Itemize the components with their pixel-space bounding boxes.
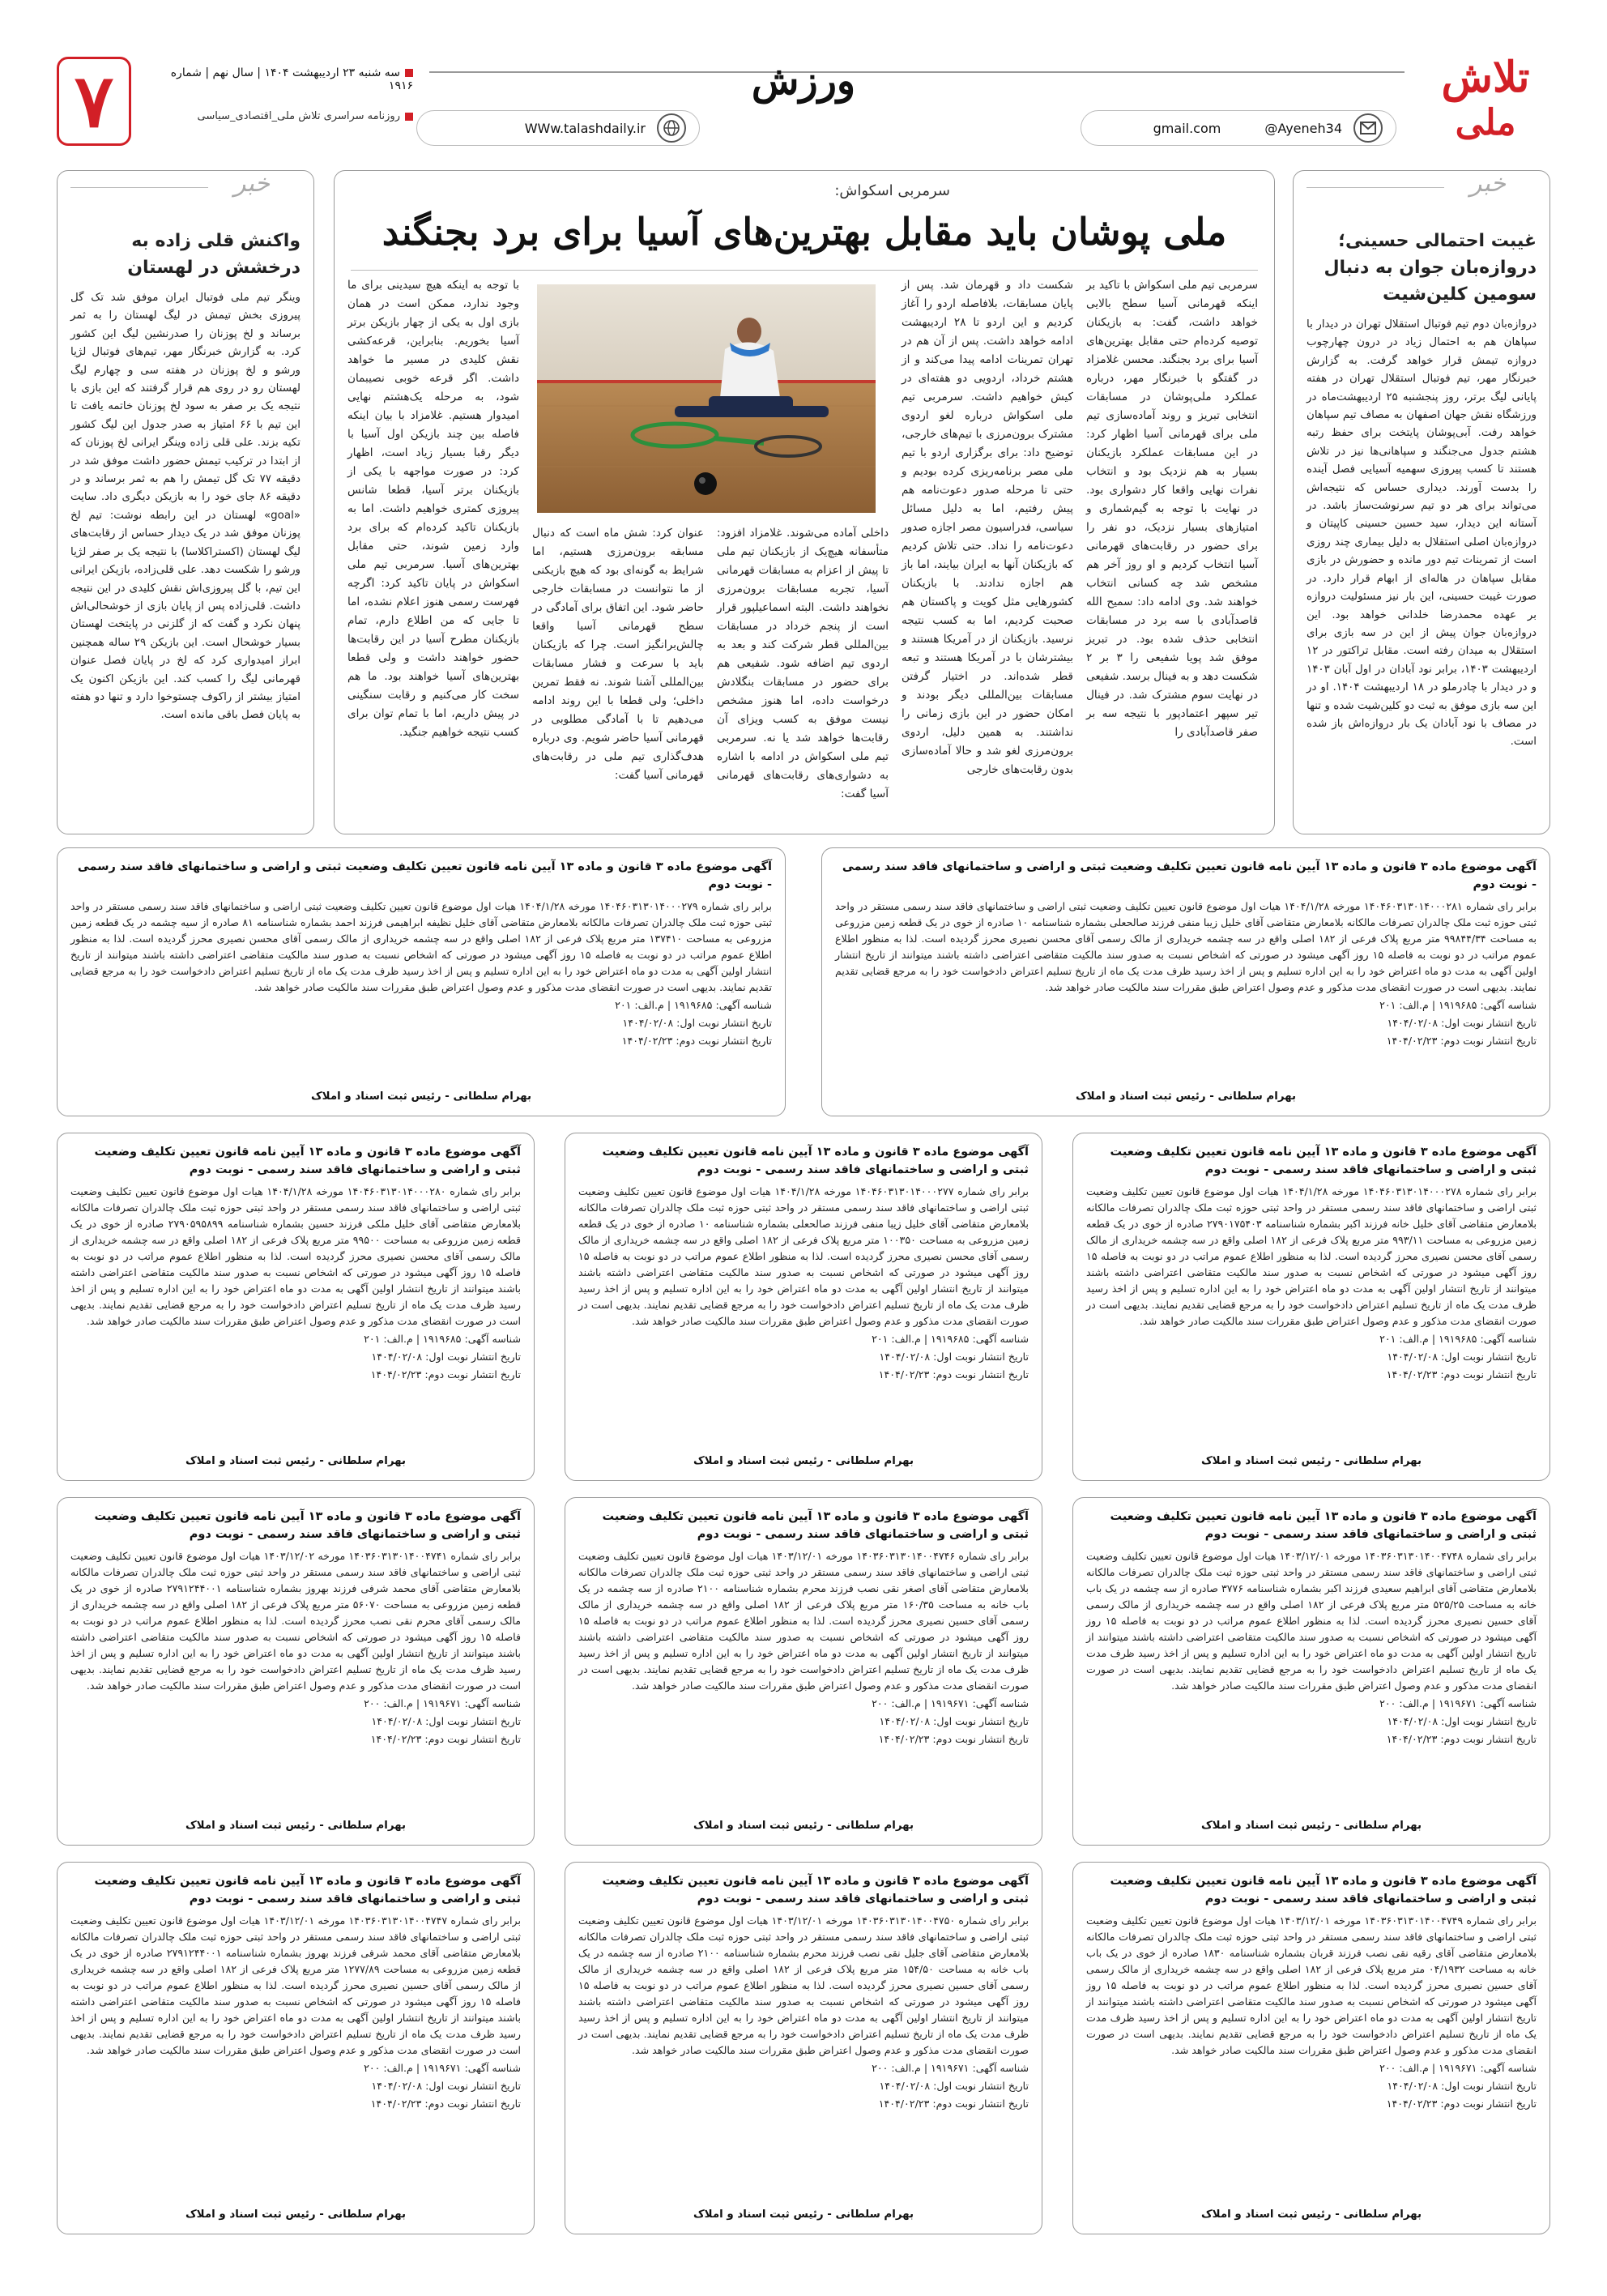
notice-signer: بهرام سلطانی - رئیس ثبت اسناد و املاک [693,1820,914,1832]
notice-body: برابر رای شماره ۱۴۰۴۶۰۳۱۳۰۱۴۰۰۰۲۷۷ مورخه ۱۴۰۴/۱/۲۸ هیات اول موضوع قانون تعیین تکلیف وضعیت ثبتی اراضی و ساختمانهای فاقد سند رسمی مستقر در واحد ثبتی حوزه ثبت ملک چالدران تصرفات مالکانه بلامعارض متقاضی آقای خلیل زیبا منفی فرزند صالحعلی بشماره شناسنامه ۱۰ صادره از خوی در یک قطعه زمین مزروعی به مساحت ۱۰۰۳۵۰ متر مربع پلاک فرعی از ۱۸۲ اصلی واقع در سه چشمه خریداری از مالک رسمی آقای محسن نصیری محرز گردیده است. لذا به منظور اطلاع عموم مراتب در دو نوبت به فاصله ۱۵ روز آگهی میشود در صورتی که اشخاص نسبت به صدور سند مالکیت متقاضی اعتراضی داشته باشند میتوانند از تاریخ انتشار اولین آگهی به مدت دو ماه اعتراض خود را به این اداره تسلیم و پس از اخذ رسید ظرف مدت یک ماه از تاریخ تسلیم اعتراض دادخواست خود را به مرجع قضایی تقدیم نمایند. بدیهی است در صورت انقضای مدت مذکور و عدم وصول اعتراض طبق مقررات سند مالکیت صادر خواهد شد. [578,1185,1029,1327]
left-news-box [57,170,314,834]
legal-notice [1072,1497,1550,1846]
notice-date-1: تاریخ انتشار نوبت اول: ۱۴۰۴/۰۲/۰۸ [371,2080,521,2092]
notice-date-1: تاریخ انتشار نوبت اول: ۱۴۰۴/۰۲/۰۸ [371,1351,521,1363]
left-news-title: واکنش قلی زاده به درخشش در لهستان [127,231,301,278]
notice-date-2: تاریخ انتشار نوبت دوم: ۱۴۰۴/۰۲/۲۳ [1386,1733,1537,1745]
notice-signer: بهرام سلطانی - رئیس ثبت اسناد و املاک [693,1455,914,1467]
legal-notice [565,1133,1042,1481]
dateline: سه شنبه ۲۳ اردیبهشت ۱۴۰۴ | سال نهم | شماره ۱۹۱۶ [170,66,413,92]
notice-date-1: تاریخ انتشار نوبت اول: ۱۴۰۴/۰۲/۰۸ [1387,2080,1537,2092]
notice-title: آگهی موضوع ماده ۳ قانون و ماده ۱۳ آیین نامه قانون تعیین تکلیف وضعیت ثبتی و اراضی و ساختمانهای فاقد سند رسمی - نوبت دوم [94,1146,521,1176]
notice-title: آگهی موضوع ماده ۳ قانون و ماده ۱۳ آیین نامه قانون تعیین تکلیف وضعیت ثبتی و اراضی و ساختمانهای فاقد سند رسمی - نوبت دوم [1110,1875,1537,1906]
notice-date-1: تاریخ انتشار نوبت اول: ۱۴۰۴/۰۲/۰۸ [879,1351,1029,1363]
notice-body: برابر رای شماره ۱۴۰۳۶۰۳۱۳۰۱۴۰۰۴۷۴۸ مورخه ۱۴۰۳/۱۲/۰۱ هیات اول موضوع قانون تعیین تکلیف وضعیت ثبتی اراضی و ساختمانهای فاقد سند رسمی مستقر در واحد ثبتی حوزه ثبت ملک چالدران تصرفات مالکانه بلامعارض متقاضی آقای ابراهیم سعیدی فرزند اکبر بشماره شناسنامه ۳۷۷۶ صادره از سه چشمه در یک باب خانه به مساحت ۵۲۵/۲۵ متر مربع پلاک فرعی از ۱۸۲ اصلی واقع در سه چشمه خریداری از مالک رسمی آقای حسین نصیری محرز گردیده است. لذا به منظور اطلاع عموم مراتب در دو نوبت به فاصله ۱۵ روز آگهی میشود در صورتی که اشخاص نسبت به صدور سند مالکیت متقاضی اعتراضی داشته باشند میتوانند از تاریخ انتشار اولین آگهی به مدت دو ماه اعتراض خود را به این اداره تسلیم و پس از اخذ رسید ظرف مدت یک ماه از تاریخ تسلیم اعتراض دادخواست خود را به مرجع قضایی تقدیم نمایند. بدیهی است در صورت انقضای مدت مذکور و عدم وصول اعتراض طبق مقررات سند مالکیت صادر خواهد شد. [1086,1550,1537,1692]
notice-signer: بهرام سلطانی - رئیس ثبت اسناد و املاک [693,2209,914,2221]
notice-ref: شناسه آگهی: ۱۹۱۹۶۸۵ | م.الف: ۲۰۱ [615,999,772,1011]
notice-date-2: تاریخ انتشار نوبت دوم: ۱۴۰۴/۰۲/۲۳ [370,1733,521,1745]
legal-notice [1072,1133,1550,1481]
notice-ref: شناسه آگهی: ۱۹۱۹۶۷۱ | م.الف: ۲۰۰ [872,1697,1029,1709]
issue-meta [146,66,413,122]
notice-ref: شناسه آگهی: ۱۹۱۹۶۸۵ | م.الف: ۲۰۱ [872,1333,1029,1345]
notice-title: آگهی موضوع ماده ۳ قانون و ماده ۱۳ آیین نامه قانون تعیین تکلیف وضعیت ثبتی و اراضی و ساختمانهای فاقد سند رسمی - نوبت دوم [602,1875,1029,1906]
legal-notice [821,847,1550,1116]
website-contact[interactable] [416,110,700,146]
subline: روزنامه سراسری تلاش ملی_اقتصادی_سیاسی [197,110,400,122]
notice-date-2: تاریخ انتشار نوبت دوم: ۱۴۰۴/۰۲/۲۳ [878,1368,1029,1381]
notice-date-2: تاریخ انتشار نوبت دوم: ۱۴۰۴/۰۲/۲۳ [370,1368,521,1381]
notice-signer: بهرام سلطانی - رئیس ثبت اسناد و املاک [185,1820,407,1832]
legal-notice [57,1133,535,1481]
legal-notice [57,1862,535,2234]
notice-date-2: تاریخ انتشار نوبت دوم: ۱۴۰۴/۰۲/۲۳ [370,2098,521,2110]
legal-notice [57,847,786,1116]
email-user: Ayeneh34@ [1264,120,1342,136]
page-number: ۷ [74,58,114,144]
notice-body: برابر رای شماره ۱۴۰۳۶۰۳۱۳۰۱۴۰۰۴۷۴۱ مورخه ۱۴۰۳/۱۲/۰۲ هیات اول موضوع قانون تعیین تکلیف وضعیت ثبتی اراضی و ساختمانهای فاقد سند رسمی مستقر در واحد ثبتی حوزه ثبت ملک چالدران تصرفات مالکانه بلامعارض متقاضی آقای محمد شرفی فرزند بهروز بشماره شناسنامه ۲۷۹۱۲۴۴۰۰۱ صادره از خوی در یک قطعه زمین مزروعی به مساحت ۵۶۰۷۰ متر مربع پلاک فرعی از ۱۸۲ اصلی واقع در سه چشمه خریداری از مالک رسمی آقای محرم نقی نصب محرز گردیده است. لذا به منظور اطلاع عموم مراتب در دو نوبت به فاصله ۱۵ روز آگهی میشود در صورتی که اشخاص نسبت به صدور سند مالکیت متقاضی اعتراضی داشته باشند میتوانند از تاریخ انتشار اولین آگهی به مدت دو ماه اعتراض خود را به این اداره تسلیم و پس از اخذ رسید ظرف مدت یک ماه از تاریخ تسلیم اعتراض دادخواست خود را به مرجع قضایی تقدیم نمایند. بدیهی است در صورت انقضای مدت مذکور و عدم وصول اعتراض طبق مقررات سند مالکیت صادر خواهد شد. [70,1550,521,1692]
newspaper-logo[interactable] [1421,55,1550,152]
section-title: ورزش [751,58,856,104]
notice-title: آگهی موضوع ماده ۳ قانون و ماده ۱۳ آیین نامه قانون تعیین تکلیف وضعیت ثبتی و اراضی و ساختمانهای فاقد سند رسمی - نوبت دوم [1110,1146,1537,1176]
notice-date-2: تاریخ انتشار نوبت دوم: ۱۴۰۴/۰۲/۲۳ [1386,1368,1537,1381]
notice-signer: بهرام سلطانی - رئیس ثبت اسناد و املاک [1200,1455,1422,1467]
notice-signer: بهرام سلطانی - رئیس ثبت اسناد و املاک [185,1455,407,1467]
right-news-body: دروازه‌بان دوم تیم فوتبال استقلال تهران در دیدار با سپاهان هم به احتمال زیاد در درون چهارچوب دروازه تیمش قرار خواهد گرفت. به گزارش خبرنگار مهر، تیم فوتبال استقلال تهران در هفته پایانی لیگ برتر، روز پنجشنبه ۲۵ اردیبهشت‌ماه در ورزشگاه نقش جهان اصفهان به مصاف تیم سپاهان خواهد رفت. آبی‌پوشان پایتخت برای حفظ رتبه هشتم جدول می‌جنگند و سپاهانی‌ها نیز در تلاش هستند تا کسب پیروزی سهمیه آسیایی فصل آینده را بدست آورند. دیداری حساس که نتیجه‌اش می‌تواند برای هر دو تیم سرنوشت‌ساز باشد. در آستانه این دیدار، سید حسین حسینی کاپیتان و دروازه‌بان اصلی استقلال به دلیل بیماری چند روزی است از تمرینات تیم دور مانده و حضورش در بازی مقابل سپاهان در هاله‌ای از ابهام قرار دارد. در صورت غیبت حسینی، این بار نیز مسئولیت دروازه بر عهده محمدرضا خلدانی خواهد بود. این دروازه‌بان جوان پیش از این در سه بازی برای استقلال به میدان رفته است. مقابل تراکتور در ۱۲ اردیبهشت ۱۴۰۳، برابر نود آبادان در اول آبان ۱۴۰۳ و در دیدار با چادرملو در ۱۸ اردیبهشت ۱۴۰۴. او در این سه بازی موفق به ثبت دو کلین‌شیت شده و تنها در مصاف با نود آبادان یک بار دروازه‌اش باز شده است. [1306,318,1537,749]
notice-title: آگهی موضوع ماده ۳ قانون و ماده ۱۳ آیین نامه قانون تعیین تکلیف وضعیت ثبتی و اراضی و ساختمانهای فاقد سند رسمی - نوبت دوم [602,1146,1029,1176]
notice-ref: شناسه آگهی: ۱۹۱۹۶۷۱ | م.الف: ۲۰۰ [364,1697,521,1709]
notice-body: برابر رای شماره ۱۴۰۳۶۰۳۱۳۰۱۴۰۰۴۷۴۹ مورخه ۱۴۰۳/۱۲/۰۱ هیات اول موضوع قانون تعیین تکلیف وضعیت ثبتی اراضی و ساختمانهای فاقد سند رسمی مستقر در واحد ثبتی حوزه ثبت ملک چالدران تصرفات مالکانه بلامعارض متقاضی آقای رقیه نقی نصب فرزند قربان بشماره شناسنامه ۱۸۳۰ صادره از خوی در یک باب خانه به مساحت ۰۴/۱۹۳۲ متر مربع پلاک فرعی از ۱۸۲ اصلی واقع در سه چشمه خریداری از مالک رسمی آقای حسین نصیری محرز گردیده است. لذا به منظور اطلاع عموم مراتب در دو نوبت به فاصله ۱۵ روز آگهی میشود در صورتی که اشخاص نسبت به صدور سند مالکیت متقاضی اعتراضی داشته باشند میتوانند از تاریخ انتشار اولین آگهی به مدت دو ماه اعتراض خود را به این اداره تسلیم و پس از اخذ رسید ظرف مدت یک ماه از تاریخ تسلیم اعتراض دادخواست خود را به مرجع قضایی تقدیم نمایند. بدیهی است در صورت انقضای مدت مذکور و عدم وصول اعتراض طبق مقررات سند مالکیت صادر خواهد شد. [1086,1914,1537,2056]
main-story-box [334,170,1275,834]
notice-date-2: تاریخ انتشار نوبت دوم: ۱۴۰۴/۰۲/۲۳ [621,1035,772,1047]
logo-line-1: تلاش [1441,53,1530,102]
notice-date-2: تاریخ انتشار نوبت دوم: ۱۴۰۴/۰۲/۲۳ [878,2098,1029,2110]
red-square-icon [405,113,413,121]
notice-date-1: تاریخ انتشار نوبت اول: ۱۴۰۴/۰۲/۰۸ [1387,1351,1537,1363]
notice-signer: بهرام سلطانی - رئیس ثبت اسناد و املاک [1200,2209,1422,2221]
email-domain: gmail.com [1153,120,1221,136]
story-column-3: داخلی آماده می‌شوند. غلامزاد افزود: متأسفانه هیچ‌یک از بازیکنان تیم ملی تا پیش از اعزام به مسابقات قهرمانی آسیا، تجربه مسابقات برون‌مرزی نخواهند داشت. البته اسماعیلپور قرار است از پنجم خرداد در مسابقات بین‌المللی قطر شرکت کند و بعد به اردوی تیم اضافه شود. شفیعی هم برای حضور در مسابقات بنگلادش درخواست داده، اما هنوز مشخص نیست موفق به کسب ویزای آن رقابت‌ها خواهد شد یا نه. سرمربی تیم ملی اسکواش در ادامه با اشاره به دشواری‌های رقابت‌های قهرمانی آسیا گفت: [717,527,889,800]
notice-date-1: تاریخ انتشار نوبت اول: ۱۴۰۴/۰۲/۰۸ [879,2080,1029,2092]
masthead [57,50,1550,156]
legal-notice [57,1497,535,1846]
notice-signer: بهرام سلطانی - رئیس ثبت اسناد و املاک [310,1090,532,1103]
story-column-4: عنوان کرد: شش ماه است که دنبال مسابقه برون‌مرزی هستیم، اما شرایط به گونه‌ای بود که هیچ بازیکنی از ما نتوانست در مسابقات خارجی حاضر شود. این اتفاق برای آمادگی در سطح قهرمانی آسیا واقعا چالش‌برانگیز است. چرا که بازیکنان باید با سرعت و فشار مسابقات بین‌المللی آشنا شوند. نه فقط تمرین داخلی؛ ولی قطعا با این روند ادامه می‌دهیم تا با آمادگی مطلوبی در قهرمانی آسیا حاضر شویم. وی درباره هدف‌گذاری تیم ملی در رقابت‌های قهرمانی آسیا گفت: [532,527,704,782]
notice-date-2: تاریخ انتشار نوبت دوم: ۱۴۰۴/۰۲/۲۳ [878,1733,1029,1745]
squash-player-photo [537,284,876,513]
logo-line-2: ملی [1455,102,1516,143]
email-icon [1353,113,1383,143]
story-column-5: با توجه به اینکه هیچ سیدینی برای ما وجود ندارد، ممکن است در همان بازی اول به یکی از چهار بازیکن برتر آسیا بخوریم. بنابراین، قرعه‌کشی نقش کلیدی در مسیر ما خواهد داشت. اگر قرعه خوبی نصیبمان شود، به مرحله یک‌هشتم نهایی امیدوار هستیم. غلامزاد با بیان اینکه فاصله بین چند بازیکن اول آسیا با دیگر رقبا بسیار زیاد است، اظهار کرد: در صورت مواجهه با یکی از بازیکنان برتر آسیا، قطعا شانس پیروزی کمتری خواهیم داشت. اما به بازیکنان تاکید کرده‌ام که برای برد وارد زمین شوند، حتی مقابل بهترین‌های آسیا. سرمربی تیم ملی اسکواش در پایان تاکید کرد: اگرچه فهرست رسمی هنوز اعلام نشده، اما تا جایی که من اطلاع دارم، تمام بازیکنان مطرح آسیا در این رقابت‌ها حضور خواهند داشت و ولی قطعا بهترین‌های آسیا خواهند بود. ما هم سخت کار می‌کنیم و رقابت سنگینی در پیش داریم، اما با تمام توان برای کسب نتیجه خواهیم جنگید. [347,279,519,739]
notice-date-2: تاریخ انتشار نوبت دوم: ۱۴۰۴/۰۲/۲۳ [1386,2098,1537,2110]
notice-signer: بهرام سلطانی - رئیس ثبت اسناد و املاک [1075,1090,1297,1103]
notice-ref: شناسه آگهی: ۱۹۱۹۶۷۱ | م.الف: ۲۰۰ [1379,2062,1537,2074]
notice-title: آگهی موضوع ماده ۳ قانون و ماده ۱۳ آیین نامه قانون تعیین تکلیف وضعیت ثبتی و اراضی و ساختمانهای فاقد سند رسمی - نوبت دوم [94,1510,521,1541]
notice-title: آگهی موضوع ماده ۳ قانون و ماده ۱۳ آیین نامه قانون تعیین تکلیف وضعیت ثبتی و اراضی و ساختمانهای فاقد سند رسمی - نوبت دوم [94,1875,521,1906]
notice-ref: شناسه آگهی: ۱۹۱۹۶۷۱ | م.الف: ۲۰۰ [364,2062,521,2074]
story-headline: ملی پوشان باید مقابل بهترین‌های آسیا برای برد بجنگند [382,210,1227,254]
notice-title: آگهی موضوع ماده ۳ قانون و ماده ۱۳ آیین نامه قانون تعیین تکلیف وضعیت ثبتی و اراضی و ساختمانهای فاقد سند رسمی - نوبت دوم [842,860,1537,891]
notice-body: برابر رای شماره ۱۴۰۴۶۰۳۱۳۰۱۴۰۰۰۲۸۰ مورخه ۱۴۰۴/۱/۲۸ هیات اول موضوع قانون تعیین تکلیف وضعیت ثبتی اراضی و ساختمانهای فاقد سند رسمی مستقر در واحد ثبتی حوزه ثبت ملک چالدران تصرفات مالکانه بلامعارض متقاضی آقای خلیل ملکی فرزند حسین بشماره شناسنامه ۲۷۹۰۵۹۵۸۹۹ صادره از خوی در یک قطعه زمین مزروعی به مساحت ۹۹۵۰۰ متر مربع پلاک فرعی از ۱۸۲ اصلی واقع در سه چشمه خریداری از مالک رسمی آقای محسن نصیری محرز گردیده است. لذا به منظور اطلاع عموم مراتب در دو نوبت به فاصله ۱۵ روز آگهی میشود در صورتی که اشخاص نسبت به صدور سند مالکیت متقاضی اعتراضی داشته باشند میتوانند از تاریخ انتشار اولین آگهی به مدت دو ماه اعتراض خود را به این اداره تسلیم و پس از اخذ رسید ظرف مدت یک ماه از تاریخ تسلیم اعتراض دادخواست خود را به مرجع قضایی تقدیم نمایند. بدیهی است در صورت انقضای مدت مذکور و عدم وصول اعتراض طبق مقررات سند مالکیت صادر خواهد شد. [70,1185,522,1327]
notice-title: آگهی موضوع ماده ۳ قانون و ماده ۱۳ آیین نامه قانون تعیین تکلیف وضعیت ثبتی و اراضی و ساختمانهای فاقد سند رسمی - نوبت دوم [1110,1510,1537,1541]
notice-ref: شناسه آگهی: ۱۹۱۹۶۷۱ | م.الف: ۲۰۰ [872,2062,1029,2074]
notice-title: آگهی موضوع ماده ۳ قانون و ماده ۱۳ آیین نامه قانون تعیین تکلیف وضعیت ثبتی و اراضی و ساختمانهای فاقد سند رسمی - نوبت دوم [77,860,772,891]
notice-body: برابر رای شماره ۱۴۰۴۶۰۳۱۳۰۱۴۰۰۰۲۷۸ مورخه ۱۴۰۴/۱/۲۸ هیات اول موضوع قانون تعیین تکلیف وضعیت ثبتی اراضی و ساختمانهای فاقد سند رسمی مستقر در واحد ثبتی حوزه ثبت ملک چالدران تصرفات مالکانه بلامعارض متقاضی آقای خلیل خانه فرزند اکبر بشماره شناسنامه ۲۷۹۰۱۷۵۴۰۳ صادره از خوی در یک قطعه زمین مزروعی به مساحت ۹۹۳/۱۱ متر مربع پلاک فرعی از ۱۸۲ اصلی واقع در سه چشمه خریداری از مالک رسمی آقای محسن نصیری محرز گردیده است. لذا به منظور اطلاع عموم مراتب در دو نوبت به فاصله ۱۵ روز آگهی میشود در صورتی که اشخاص نسبت به صدور سند مالکیت متقاضی اعتراضی داشته باشند میتوانند از تاریخ انتشار اولین آگهی به مدت دو ماه اعتراض خود را به این اداره تسلیم و پس از اخذ رسید ظرف مدت یک ماه از تاریخ تسلیم اعتراض دادخواست خود را به مرجع قضایی تقدیم نمایند. بدیهی است در صورت انقضای مدت مذکور و عدم وصول اعتراض طبق مقررات سند مالکیت صادر خواهد شد. [1086,1185,1537,1327]
notice-body: برابر رای شماره ۱۴۰۳۶۰۳۱۳۰۱۴۰۰۴۷۵۰ مورخه ۱۴۰۳/۱۲/۰۱ هیات اول موضوع قانون تعیین تکلیف وضعیت ثبتی اراضی و ساختمانهای فاقد سند رسمی مستقر در واحد ثبتی حوزه ثبت ملک چالدران تصرفات مالکانه بلامعارض متقاضی آقای جلیل نقی نصب فرزند محرم بشماره شناسنامه ۲۱۰۰ صادره از سه چشمه در یک باب خانه به مساحت ۱۵۴/۵۰ متر مربع پلاک فرعی از ۱۸۲ اصلی واقع در سه چشمه خریداری از مالک رسمی آقای حسین نصیری محرز گردیده است. لذا به منظور اطلاع عموم مراتب در دو نوبت به فاصله ۱۵ روز آگهی میشود در صورتی که اشخاص نسبت به صدور سند مالکیت متقاضی اعتراضی داشته باشند میتوانند از تاریخ انتشار اولین آگهی به مدت دو ماه اعتراض خود را به این اداره تسلیم و پس از اخذ رسید ظرف مدت یک ماه از تاریخ تسلیم اعتراض دادخواست خود را به مرجع قضایی تقدیم نمایند. بدیهی است در صورت انقضای مدت مذکور و عدم وصول اعتراض طبق مقررات سند مالکیت صادر خواهد شد. [578,1914,1029,2056]
notice-title: آگهی موضوع ماده ۳ قانون و ماده ۱۳ آیین نامه قانون تعیین تکلیف وضعیت ثبتی و اراضی و ساختمانهای فاقد سند رسمی - نوبت دوم [602,1510,1029,1541]
notice-body: برابر رای شماره ۱۴۰۴۶۰۳۱۳۰۱۴۰۰۰۲۷۹ مورخه ۱۴۰۴/۱/۲۸ هیات اول موضوع قانون تعیین تکلیف وضعیت ثبتی اراضی و ساختمانهای فاقد سند رسمی مستقر در واحد ثبتی حوزه ثبت ملک چالدران تصرفات مالکانه بلامعارض متقاضی آقای خلیل نظیفه ابراهیمی فرزند احمد بشماره شناسنامه ۸۱ صادره از سیه چشمه در یک قطعه زمین مزروعی به مساحت ۱۳۷۴۱۰ متر مربع پلاک فرعی از ۱۸۲ اصلی واقع در سه چشمه خریداری از مالک رسمی آقای محسن نصیری محرز گردیده است. لذا به منظور اطلاع عموم مراتب در دو نوبت به فاصله ۱۵ روز آگهی میشود در صورتی که اشخاص نسبت به صدور سند مالکیت متقاضی اعتراضی داشته باشند میتوانند از تاریخ انتشار اولین آگهی به مدت دو ماه اعتراض خود را به این اداره تسلیم و پس از اخذ رسید ظرف مدت یک ماه از تاریخ تسلیم اعتراض دادخواست خود را به مرجع قضایی تقدیم نمایند. بدیهی است در صورت انقضای مدت مذکور و عدم وصول اعتراض طبق مقررات سند مالکیت صادر خواهد شد. [70,900,772,993]
right-news-box [1293,170,1550,834]
notice-date-1: تاریخ انتشار نوبت اول: ۱۴۰۴/۰۲/۰۸ [371,1715,521,1727]
notice-date-2: تاریخ انتشار نوبت دوم: ۱۴۰۴/۰۲/۲۳ [1386,1035,1537,1047]
news-label: خبر [1469,169,1507,198]
legal-notice [565,1862,1042,2234]
left-news-body: وینگر تیم ملی فوتبال ایران موفق شد تک گل پیروزی بخش تیمش در لیگ لهستان را به ثمر برساند و لخ پوزنان را صدرنشین لیگ این کشور کرد. به گزارش خبرنگار مهر، تیم‌های فوتبال لژیا ورشو و لخ پوزنان در هفته سی و چهارم لیگ لهستان رو در روی هم قرار گرفتند که این بازی با نتیجه یک بر صفر به سود لخ پوزنان خاتمه یافت تا این تیم با ۶۶ امتیاز به صدر جدول این لیگ کشور تکیه بزند. علی قلی زاده وینگر ایرانی لخ پوزنان که از ابتدا در ترکیب تیمش حضور داشت موفق شد در دقیقه ۷۷ تک گل تیمش را هم به ثمر برساند و در دقیقه ۸۶ جای خود را به بازیکن دیگری داد. سایت «goal» لهستان در این رابطه نوشت: تیم لخ پوزنان موفق شد در یک دیدار حساس از رقابت‌های لیگ لهستان (اکستراکلاسا) با نتیجه یک بر صفر لژیا ورشو را شکست دهد. علی قلی‌زاده، بازیکن ایرانی این تیم، با گل پیروزی‌اش نقش کلیدی در این نتیجه داشت. قلی‌زاده پس از پایان بازی از خوشحالی‌اش پنهان نکرد و گفت که از گلزنی در پایتخت لهستان بسیار خوشحال است. این بازیکن ۲۹ ساله همچنین ابراز امیدواری کرد که لخ در پایان فصل عنوان قهرمانی لیگ را کسب کند. این بازیکن اکنون یک امتیاز بیشتر از راکوف چستوخوا دارد و تنها دو هفته به پایان فصل باقی مانده است. [70,292,301,722]
notice-signer: بهرام سلطانی - رئیس ثبت اسناد و املاک [185,2209,407,2221]
notice-ref: شناسه آگهی: ۱۹۱۹۶۸۵ | م.الف: ۲۰۱ [1379,999,1537,1011]
legal-notice [1072,1862,1550,2234]
website-url: WWw.talashdaily.ir [524,120,646,136]
story-column-2: شکست داد و قهرمان شد. پس از پایان مسابقات، بلافاصله اردو را آغاز کردیم و این اردو تا ۲۸ اردیبهشت ادامه خواهد داشت. پس از آن هم در تهران تمرینات ادامه پیدا می‌کند و از هشتم خرداد، اردویی دو هفته‌ای در کیش خواهیم داشت. سرمربی تیم ملی اسکواش درباره لغو اردوی مشترک برون‌مرزی با تیم‌های خارجی، توضیح داد: برای برگزاری اردو با تیم ملی مصر برنامه‌ریزی کرده بودیم و حتی تا مرحله صدور دعوت‌نامه هم پیش رفتیم، اما به دلیل مسائل سیاسی، فدراسیون مصر اجازه صدور دعوت‌نامه را نداد. حتی تلاش کردیم که بازیکنان آنها به ایران بیایند، اما باز هم اجازه ندادند. با بازیکنان کشورهایی مثل کویت و پاکستان هم صحبت کردیم، اما به کسب نتیجه نرسید. بازیکنان از در آمریکا هستند و بیشترشان با در آمریکا هستند و تبعه قطر شده‌اند. در اختیار گرفتن مسابقات بین‌المللی دیگر بودند و امکان حضور در این بازی زمانی را نداشتند. به همین دلیل، اردوی برون‌مرزی لغو شد و حالا آماده‌سازی بدون رقابت‌های خارجی [902,279,1074,776]
page-number-box [57,57,131,146]
notice-ref: شناسه آگهی: ۱۹۱۹۶۸۵ | م.الف: ۲۰۱ [364,1333,521,1345]
email-contact[interactable] [1081,110,1396,146]
notice-ref: شناسه آگهی: ۱۹۱۹۶۷۱ | م.الف: ۲۰۰ [1379,1697,1537,1709]
notice-date-1: تاریخ انتشار نوبت اول: ۱۴۰۴/۰۲/۰۸ [879,1715,1029,1727]
notice-ref: شناسه آگهی: ۱۹۱۹۶۸۵ | م.الف: ۲۰۱ [1379,1333,1537,1345]
notice-body: برابر رای شماره ۱۴۰۳۶۰۳۱۳۰۱۴۰۰۴۷۴۶ مورخه ۱۴۰۳/۱۲/۰۱ هیات اول موضوع قانون تعیین تکلیف وضعیت ثبتی اراضی و ساختمانهای فاقد سند رسمی مستقر در واحد ثبتی حوزه ثبت ملک چالدران تصرفات مالکانه بلامعارض متقاضی آقای اصغر نقی نصب فرزند محرم بشماره شناسنامه ۲۱۰۰ صادره از سه چشمه در یک باب خانه به مساحت ۱۶۰/۳۵ متر مربع پلاک فرعی از ۱۸۲ اصلی واقع در سه چشمه خریداری از مالک رسمی آقای حسین نصیری محرز گردیده است. لذا به منظور اطلاع عموم مراتب در دو نوبت به فاصله ۱۵ روز آگهی میشود در صورتی که اشخاص نسبت به صدور سند مالکیت متقاضی اعتراضی داشته باشند میتوانند از تاریخ انتشار اولین آگهی به مدت دو ماه اعتراض خود را به این اداره تسلیم و پس از اخذ رسید ظرف مدت یک ماه از تاریخ تسلیم اعتراض دادخواست خود را به مرجع قضایی تقدیم نمایند. بدیهی است در صورت انقضای مدت مذکور و عدم وصول اعتراض طبق مقررات سند مالکیت صادر خواهد شد. [578,1550,1029,1692]
notice-body: برابر رای شماره ۱۴۰۳۶۰۳۱۳۰۱۴۰۰۴۷۴۷ مورخه ۱۴۰۳/۱۲/۰۱ هیات اول موضوع قانون تعیین تکلیف وضعیت ثبتی اراضی و ساختمانهای فاقد سند رسمی مستقر در واحد ثبتی حوزه ثبت ملک چالدران تصرفات مالکانه بلامعارض متقاضی آقای محمد شرفی فرزند بهروز بشماره شناسنامه ۲۷۹۱۲۴۴۰۰۱ صادره از خوی در یک قطعه زمین مزروعی به مساحت ۱۲۷۷/۸۹ متر مربع پلاک فرعی از ۱۸۲ اصلی واقع در سه چشمه خریداری از مالک رسمی آقای حسین نصیری محرز گردیده است. لذا به منظور اطلاع عموم مراتب در دو نوبت به فاصله ۱۵ روز آگهی میشود در صورتی که اشخاص نسبت به صدور سند مالکیت متقاضی اعتراضی داشته باشند میتوانند از تاریخ انتشار اولین آگهی به مدت دو ماه اعتراض خود را به این اداره تسلیم و پس از اخذ رسید ظرف مدت یک ماه از تاریخ تسلیم اعتراض دادخواست خود را به مرجع قضایی تقدیم نمایند. بدیهی است در صورت انقضای مدت مذکور و عدم وصول اعتراض طبق مقررات سند مالکیت صادر خواهد شد. [70,1914,521,2056]
news-label: خبر [233,169,271,198]
notice-signer: بهرام سلطانی - رئیس ثبت اسناد و املاک [1200,1820,1422,1832]
globe-icon [657,113,686,143]
red-square-icon [405,69,413,77]
story-kicker: سرمربی اسکواش: [834,182,950,199]
right-news-title: غیبت احتمالی حسینی؛ دروازه‌بان جوان به دنبال سومین کلین‌شیت [1324,231,1537,305]
story-column-1: سرمربی تیم ملی اسکواش با تاکید بر اینکه قهرمانی آسیا سطح بالایی خواهد داشت، گفت: به بازیکنان توصیه کرده‌ام حتی مقابل بهترین‌های آسیا برای برد بجنگند. محسن غلامزاد در گفتگو با خبرنگار مهر، درباره عملکرد ملی‌پوشان در مسابقات انتخابی تبریز و روند آماده‌سازی تیم ملی برای قهرمانی آسیا اظهار کرد: در این مسابقات عملکرد بازیکنان بسیار به هم نزدیک بود و انتخاب نفرات نهایی واقعا کار دشواری بود. در نهایت با توجه به گیم‌شماری و امتیازهای بسیار نزدیک، دو نفر را برای حضور در رقابت‌های قهرمانی آسیا انتخاب کردیم و او روز آخر هم مشخص شد چه کسانی انتخاب خواهند شد. وی ادامه داد: سمیح الله قاصدآبادی با سه برد در مسابقات انتخابی حذف شده بود. در تبریز موفق شد پویا شفیعی را ۳ بر ۲ شکست دهد و به فینال برسد. شفیعی در نهایت سوم مشترک شد. در فینال تیر سپهر اعتمادپور با نتیجه سه بر صفر قاصدآبادی را [1086,279,1258,739]
notice-date-1: تاریخ انتشار نوبت اول: ۱۴۰۴/۰۲/۰۸ [1387,1715,1537,1727]
legal-notice [565,1497,1042,1846]
notice-date-1: تاریخ انتشار نوبت اول: ۱۴۰۴/۰۲/۰۸ [1387,1017,1537,1029]
notice-date-1: تاریخ انتشار نوبت اول: ۱۴۰۴/۰۲/۰۸ [622,1017,772,1029]
notice-body: برابر رای شماره ۱۴۰۴۶۰۳۱۳۰۱۴۰۰۰۲۸۱ مورخه ۱۴۰۴/۱/۲۸ هیات اول موضوع قانون تعیین تکلیف وضعیت ثبتی اراضی و ساختمانهای فاقد سند رسمی مستقر در واحد ثبتی حوزه ثبت ملک چالدران تصرفات مالکانه بلامعارض متقاضی آقای خلیل زیبا منفی فرزند صالحعلی بشماره شناسنامه ۱۰ صادره از خوی در یک قطعه زمین مزروعی به مساحت ۹۹۸۴۴/۳۴ متر مربع پلاک فرعی از ۱۸۲ اصلی واقع در سه چشمه خریداری از مالک رسمی آقای محسن نصیری محرز گردیده است. لذا به منظور اطلاع عموم مراتب در دو نوبت به فاصله ۱۵ روز آگهی میشود در صورتی که اشخاص نسبت به صدور سند مالکیت متقاضی اعتراضی داشته باشند میتوانند از تاریخ انتشار اولین آگهی به مدت دو ماه اعتراض خود را به این اداره تسلیم و پس از اخذ رسید ظرف مدت یک ماه از تاریخ تسلیم اعتراض دادخواست خود را به مرجع قضایی تقدیم نمایند. بدیهی است در صورت انقضای مدت مذکور و عدم وصول اعتراض طبق مقررات سند مالکیت صادر خواهد شد. [835,900,1537,993]
